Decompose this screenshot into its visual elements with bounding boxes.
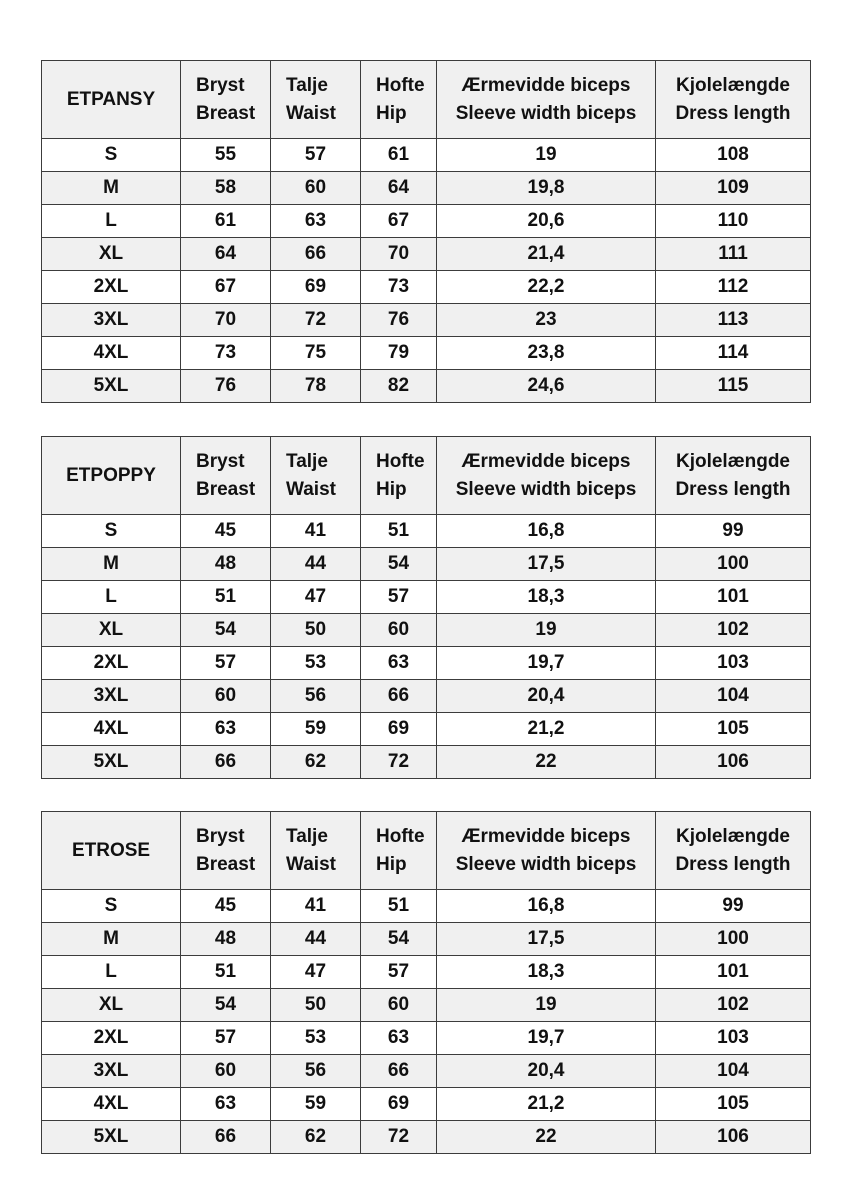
measurement-value: 20,4 <box>437 1055 656 1088</box>
size-label: 2XL <box>42 647 181 680</box>
measurement-value: 105 <box>656 713 811 746</box>
measurement-value: 64 <box>181 238 271 271</box>
size-label: 2XL <box>42 1022 181 1055</box>
size-table-etpansy <box>41 60 811 403</box>
measurement-value: 62 <box>271 1121 361 1154</box>
measurement-value: 60 <box>181 680 271 713</box>
size-label: L <box>42 581 181 614</box>
measurement-value: 18,3 <box>437 581 656 614</box>
measurement-value: 76 <box>181 370 271 403</box>
measurement-value: 69 <box>361 713 437 746</box>
model-name: ETPANSY <box>42 61 181 139</box>
column-header-danish: Bryst <box>196 825 245 847</box>
size-label: 5XL <box>42 746 181 779</box>
size-table-etrose <box>41 811 811 1154</box>
measurement-value: 61 <box>361 139 437 172</box>
measurement-value: 57 <box>181 1022 271 1055</box>
measurement-value: 19 <box>437 139 656 172</box>
table-row <box>42 956 811 989</box>
size-label: 3XL <box>42 680 181 713</box>
measurement-value: 58 <box>181 172 271 205</box>
measurement-value: 72 <box>361 1121 437 1154</box>
column-header-danish: Talje <box>286 450 328 472</box>
size-label: L <box>42 956 181 989</box>
measurement-value: 63 <box>361 647 437 680</box>
column-header-english: Sleeve width biceps <box>455 853 637 875</box>
size-label: XL <box>42 614 181 647</box>
size-label: 4XL <box>42 337 181 370</box>
measurement-value: 64 <box>361 172 437 205</box>
measurement-value: 19 <box>437 989 656 1022</box>
measurement-value: 102 <box>656 614 811 647</box>
column-header-danish: Hofte <box>376 825 425 847</box>
measurement-value: 113 <box>656 304 811 337</box>
column-header-english: Waist <box>286 478 336 500</box>
header-row <box>42 61 811 139</box>
column-header <box>656 437 811 515</box>
measurement-value: 102 <box>656 989 811 1022</box>
measurement-value: 56 <box>271 1055 361 1088</box>
measurement-value: 60 <box>181 1055 271 1088</box>
column-header-danish: Ærmevidde biceps <box>461 825 631 847</box>
measurement-value: 57 <box>181 647 271 680</box>
size-label: L <box>42 205 181 238</box>
measurement-value: 55 <box>181 139 271 172</box>
measurement-value: 99 <box>656 515 811 548</box>
measurement-value: 104 <box>656 1055 811 1088</box>
column-header-english: Hip <box>376 478 407 500</box>
size-label: 5XL <box>42 370 181 403</box>
column-header-danish: Hofte <box>376 74 425 96</box>
measurement-value: 47 <box>271 581 361 614</box>
table-row <box>42 1121 811 1154</box>
column-header-danish: Kjolelængde <box>675 74 790 96</box>
measurement-value: 48 <box>181 548 271 581</box>
measurement-value: 63 <box>361 1022 437 1055</box>
measurement-value: 110 <box>656 205 811 238</box>
measurement-value: 17,5 <box>437 923 656 956</box>
measurement-value: 16,8 <box>437 515 656 548</box>
measurement-value: 100 <box>656 548 811 581</box>
measurement-value: 69 <box>361 1088 437 1121</box>
size-label: S <box>42 139 181 172</box>
measurement-value: 21,4 <box>437 238 656 271</box>
column-header-danish: Hofte <box>376 450 425 472</box>
measurement-value: 60 <box>271 172 361 205</box>
model-name: ETROSE <box>42 812 181 890</box>
column-header-english: Hip <box>376 853 407 875</box>
table-row <box>42 337 811 370</box>
measurement-value: 101 <box>656 581 811 614</box>
measurement-value: 106 <box>656 746 811 779</box>
table-row <box>42 238 811 271</box>
measurement-value: 100 <box>656 923 811 956</box>
table-row <box>42 581 811 614</box>
measurement-value: 66 <box>361 680 437 713</box>
table-row <box>42 1022 811 1055</box>
column-header <box>437 61 656 139</box>
column-header-english: Dress length <box>675 853 791 875</box>
measurement-value: 101 <box>656 956 811 989</box>
measurement-value: 56 <box>271 680 361 713</box>
measurement-value: 23,8 <box>437 337 656 370</box>
measurement-value: 53 <box>271 1022 361 1055</box>
measurement-value: 19,8 <box>437 172 656 205</box>
header-row <box>42 812 811 890</box>
column-header <box>181 812 271 890</box>
measurement-value: 103 <box>656 647 811 680</box>
measurement-value: 41 <box>271 515 361 548</box>
measurement-value: 61 <box>181 205 271 238</box>
measurement-value: 60 <box>361 614 437 647</box>
measurement-value: 51 <box>181 956 271 989</box>
table-row <box>42 614 811 647</box>
table-row <box>42 304 811 337</box>
column-header <box>437 437 656 515</box>
measurement-value: 70 <box>361 238 437 271</box>
measurement-value: 66 <box>361 1055 437 1088</box>
column-header-danish: Ærmevidde biceps <box>461 450 631 472</box>
table-row <box>42 515 811 548</box>
measurement-value: 57 <box>271 139 361 172</box>
measurement-value: 50 <box>271 989 361 1022</box>
size-label: S <box>42 515 181 548</box>
table-row <box>42 647 811 680</box>
column-header <box>181 61 271 139</box>
table-row <box>42 1088 811 1121</box>
column-header-english: Breast <box>196 478 256 500</box>
measurement-value: 21,2 <box>437 713 656 746</box>
column-header-english: Dress length <box>675 102 791 124</box>
measurement-value: 104 <box>656 680 811 713</box>
measurement-value: 22 <box>437 1121 656 1154</box>
size-label: 3XL <box>42 304 181 337</box>
measurement-value: 103 <box>656 1022 811 1055</box>
size-label: M <box>42 548 181 581</box>
measurement-value: 50 <box>271 614 361 647</box>
size-label: S <box>42 890 181 923</box>
size-label: 4XL <box>42 1088 181 1121</box>
model-name: ETPOPPY <box>42 437 181 515</box>
column-header-english: Breast <box>196 102 256 124</box>
measurement-value: 48 <box>181 923 271 956</box>
measurement-value: 54 <box>181 614 271 647</box>
size-label: 2XL <box>42 271 181 304</box>
measurement-value: 59 <box>271 1088 361 1121</box>
column-header-english: Sleeve width biceps <box>455 102 637 124</box>
table-row <box>42 680 811 713</box>
column-header-english: Dress length <box>675 478 791 500</box>
size-label: 5XL <box>42 1121 181 1154</box>
measurement-value: 67 <box>181 271 271 304</box>
measurement-value: 16,8 <box>437 890 656 923</box>
table-row <box>42 172 811 205</box>
measurement-value: 62 <box>271 746 361 779</box>
measurement-value: 66 <box>181 1121 271 1154</box>
measurement-value: 23 <box>437 304 656 337</box>
column-header <box>271 812 361 890</box>
size-label: M <box>42 172 181 205</box>
size-label: 4XL <box>42 713 181 746</box>
measurement-value: 106 <box>656 1121 811 1154</box>
measurement-value: 22,2 <box>437 271 656 304</box>
measurement-value: 66 <box>271 238 361 271</box>
measurement-value: 63 <box>181 713 271 746</box>
measurement-value: 19,7 <box>437 1022 656 1055</box>
measurement-value: 19 <box>437 614 656 647</box>
measurement-value: 73 <box>361 271 437 304</box>
measurement-value: 44 <box>271 923 361 956</box>
size-table-etpoppy <box>41 436 811 779</box>
size-label: M <box>42 923 181 956</box>
column-header-english: Sleeve width biceps <box>455 478 637 500</box>
table-row <box>42 923 811 956</box>
size-label: XL <box>42 989 181 1022</box>
column-header <box>271 437 361 515</box>
measurement-value: 70 <box>181 304 271 337</box>
measurement-value: 45 <box>181 515 271 548</box>
column-header-danish: Talje <box>286 825 328 847</box>
column-header-english: Waist <box>286 853 336 875</box>
measurement-value: 18,3 <box>437 956 656 989</box>
column-header-english: Hip <box>376 102 407 124</box>
measurement-value: 112 <box>656 271 811 304</box>
table-row <box>42 548 811 581</box>
measurement-value: 69 <box>271 271 361 304</box>
measurement-value: 66 <box>181 746 271 779</box>
measurement-value: 54 <box>361 923 437 956</box>
column-header-danish: Kjolelængde <box>675 450 790 472</box>
measurement-value: 57 <box>361 581 437 614</box>
column-header <box>271 61 361 139</box>
column-header <box>361 437 437 515</box>
column-header-danish: Bryst <box>196 450 245 472</box>
measurement-value: 20,4 <box>437 680 656 713</box>
size-label: XL <box>42 238 181 271</box>
column-header-danish: Talje <box>286 74 328 96</box>
measurement-value: 79 <box>361 337 437 370</box>
table-row <box>42 139 811 172</box>
measurement-value: 72 <box>271 304 361 337</box>
measurement-value: 54 <box>361 548 437 581</box>
measurement-value: 63 <box>271 205 361 238</box>
table-row <box>42 713 811 746</box>
measurement-value: 105 <box>656 1088 811 1121</box>
column-header <box>437 812 656 890</box>
measurement-value: 45 <box>181 890 271 923</box>
measurement-value: 75 <box>271 337 361 370</box>
column-header-english: Breast <box>196 853 256 875</box>
measurement-value: 51 <box>361 515 437 548</box>
measurement-value: 19,7 <box>437 647 656 680</box>
measurement-value: 60 <box>361 989 437 1022</box>
table-row <box>42 370 811 403</box>
measurement-value: 57 <box>361 956 437 989</box>
measurement-value: 108 <box>656 139 811 172</box>
measurement-value: 67 <box>361 205 437 238</box>
column-header-danish: Kjolelængde <box>675 825 790 847</box>
size-label: 3XL <box>42 1055 181 1088</box>
measurement-value: 41 <box>271 890 361 923</box>
column-header <box>361 61 437 139</box>
measurement-value: 76 <box>361 304 437 337</box>
measurement-value: 44 <box>271 548 361 581</box>
measurement-value: 47 <box>271 956 361 989</box>
measurement-value: 24,6 <box>437 370 656 403</box>
table-row <box>42 746 811 779</box>
measurement-value: 20,6 <box>437 205 656 238</box>
measurement-value: 63 <box>181 1088 271 1121</box>
column-header <box>361 812 437 890</box>
measurement-value: 114 <box>656 337 811 370</box>
column-header <box>656 61 811 139</box>
table-row <box>42 1055 811 1088</box>
column-header-danish: Bryst <box>196 74 245 96</box>
measurement-value: 82 <box>361 370 437 403</box>
column-header <box>656 812 811 890</box>
measurement-value: 22 <box>437 746 656 779</box>
table-row <box>42 890 811 923</box>
measurement-value: 17,5 <box>437 548 656 581</box>
column-header-english: Waist <box>286 102 336 124</box>
header-row <box>42 437 811 515</box>
measurement-value: 111 <box>656 238 811 271</box>
measurement-value: 53 <box>271 647 361 680</box>
measurement-value: 78 <box>271 370 361 403</box>
column-header <box>181 437 271 515</box>
measurement-value: 72 <box>361 746 437 779</box>
measurement-value: 21,2 <box>437 1088 656 1121</box>
measurement-value: 73 <box>181 337 271 370</box>
column-header-danish: Ærmevidde biceps <box>461 74 631 96</box>
measurement-value: 59 <box>271 713 361 746</box>
measurement-value: 51 <box>361 890 437 923</box>
table-row <box>42 205 811 238</box>
measurement-value: 54 <box>181 989 271 1022</box>
measurement-value: 115 <box>656 370 811 403</box>
measurement-value: 51 <box>181 581 271 614</box>
measurement-value: 99 <box>656 890 811 923</box>
table-row <box>42 271 811 304</box>
measurement-value: 109 <box>656 172 811 205</box>
table-row <box>42 989 811 1022</box>
